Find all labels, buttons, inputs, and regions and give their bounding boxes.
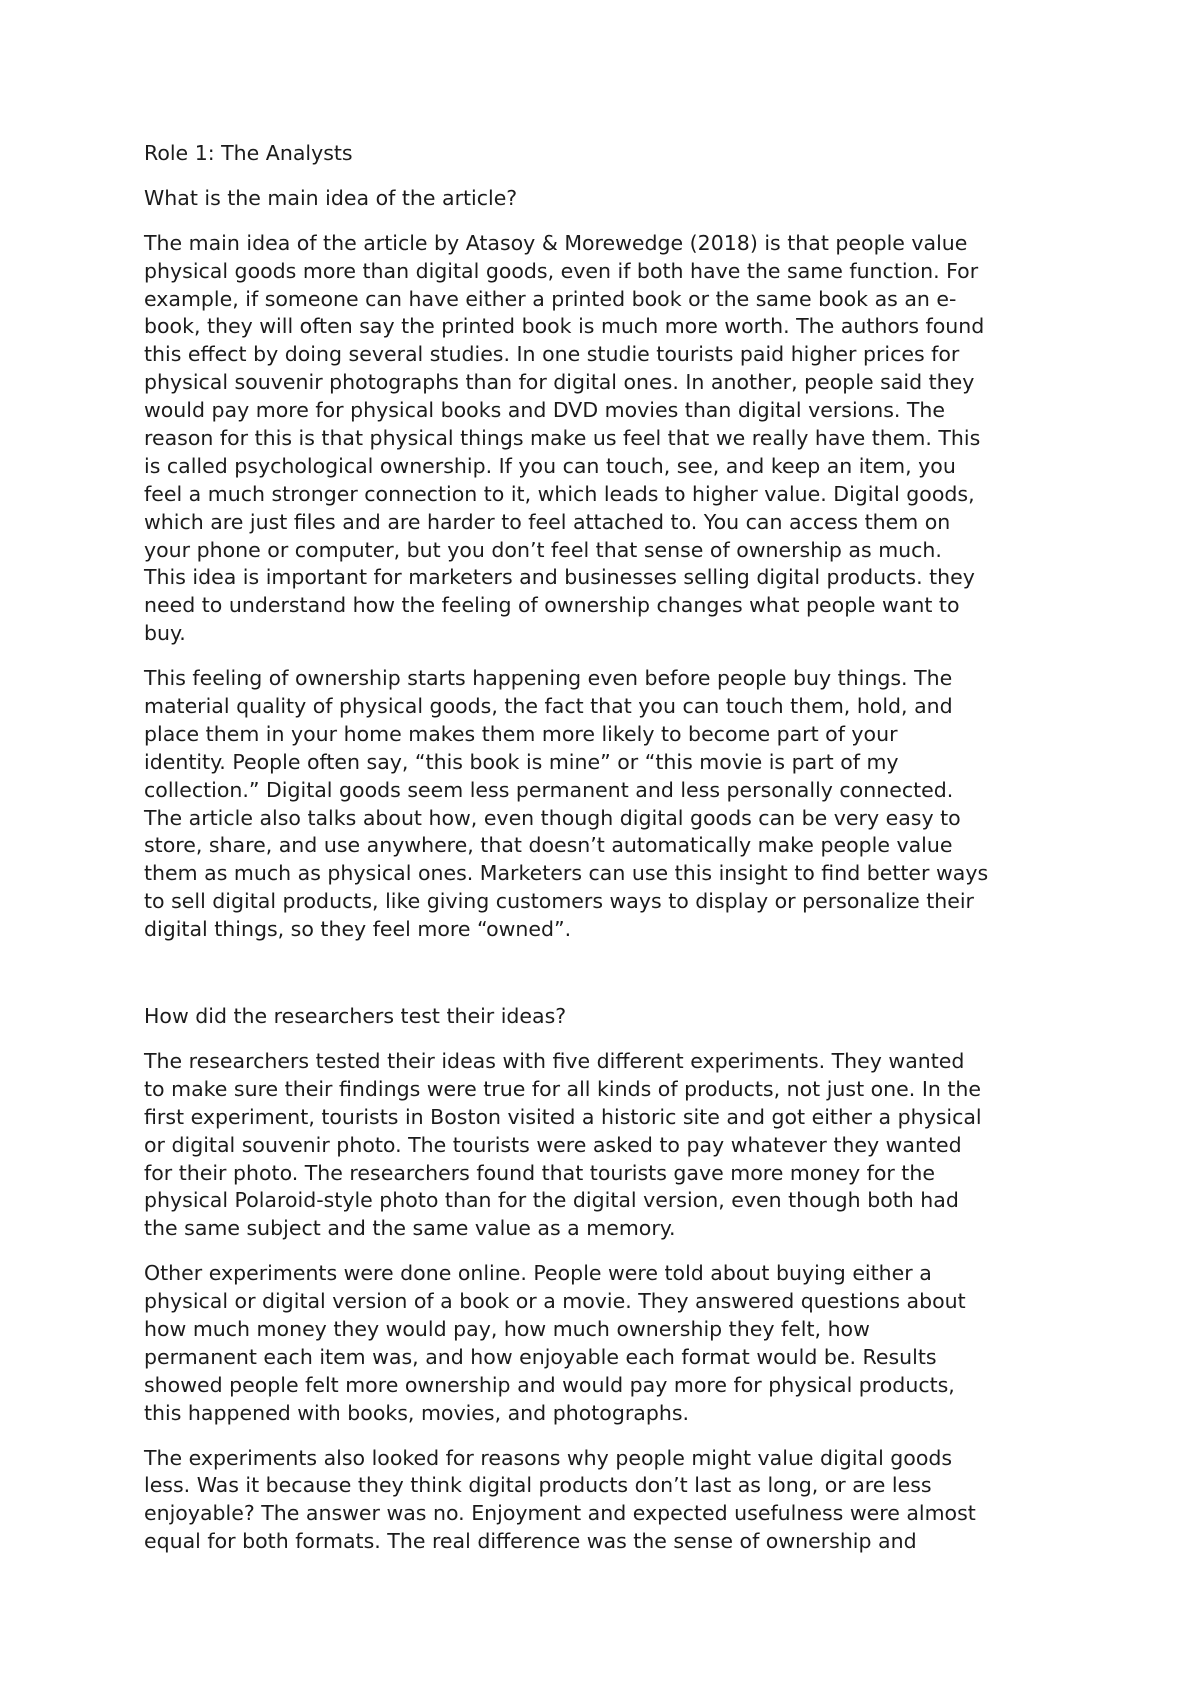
text-line: reason for this is that physical things make us feel that we really have them. This [144, 426, 981, 451]
text-line: collection.” Digital goods seem less permanent and less personally connected. [144, 777, 954, 802]
text-line: book, they will often say the printed book is much more worth. The authors found [144, 314, 985, 339]
text-line: to make sure their findings were true for all kinds of products, not just one. In the [144, 1076, 982, 1101]
text-line: The article also talks about how, even though digital goods can be very easy to [144, 805, 961, 830]
text-line: material quality of physical goods, the fact that you can touch them, hold, and [144, 694, 953, 719]
text-line: store, share, and use anywhere, that doesn’t automatically make people value [144, 833, 953, 858]
text-line: your phone or computer, but you don’t feel that sense of ownership as much. [144, 537, 942, 562]
text-line: for their photo. The researchers found that tourists gave more money for the [144, 1160, 935, 1185]
text-line: to sell digital products, like giving customers ways to display or personalize their [144, 889, 974, 914]
text-line: showed people felt more ownership and would pay more for physical products, [144, 1372, 955, 1397]
text-line: this effect by doing several studies. In one studie tourists paid higher prices for [144, 342, 960, 367]
text-line: the same subject and the same value as a memory. [144, 1216, 676, 1241]
paragraph [144, 1445, 1062, 1557]
text-line: The main idea of the article by Atasoy & Morewedge (2018) is that people value [144, 230, 968, 255]
text-line: identity. People often say, “this book is mine” or “this movie is part of my [144, 749, 899, 774]
text-line: physical Polaroid-style photo than for the digital version, even though both had [144, 1188, 959, 1213]
text-line: This idea is important for marketers and businesses selling digital products. they [144, 565, 975, 590]
text-line: physical goods more than digital goods, even if both have the same function. For [144, 258, 979, 283]
paragraph [144, 1048, 1062, 1243]
text-line: example, if someone can have either a printed book or the same book as an e- [144, 286, 957, 311]
text-line: equal for both formats. The real difference was the sense of ownership and [144, 1529, 917, 1554]
text-line: enjoyable? The answer was no. Enjoyment and expected usefulness were almost [144, 1501, 976, 1526]
text-line: physical souvenir photographs than for digital ones. In another, people said they [144, 370, 975, 395]
section-question: How did the researchers test their ideas? [144, 1004, 567, 1029]
paragraph [144, 230, 1062, 648]
text-line: how much money they would pay, how much ownership they felt, how [144, 1316, 870, 1341]
text-line: or digital souvenir photo. The tourists were asked to pay whatever they wanted [144, 1132, 962, 1157]
text-line: The researchers tested their ideas with five different experiments. They wanted [144, 1048, 965, 1073]
section-question: What is the main idea of the article? [144, 185, 518, 210]
text-line: need to understand how the feeling of ownership changes what people want to [144, 593, 960, 618]
text-line: place them in your home makes them more likely to become part of your [144, 721, 898, 746]
paragraph [144, 1260, 1062, 1427]
text-line: is called psychological ownership. If you can touch, see, and keep an item, you [144, 453, 956, 478]
text-line: physical or digital version of a book or a movie. They answered questions about [144, 1289, 966, 1314]
text-line: digital things, so they feel more “owned”. [144, 917, 572, 942]
paragraph [144, 665, 1062, 944]
text-line: The experiments also looked for reasons why people might value digital goods [144, 1445, 953, 1470]
text-line: first experiment, tourists in Boston visited a historic site and got either a physical [144, 1104, 982, 1129]
document-page [144, 140, 1062, 1556]
text-line: which are just files and are harder to feel attached to. You can access them on [144, 509, 951, 534]
text-line: them as much as physical ones. Marketers can use this insight to find better ways [144, 861, 989, 886]
text-line: Other experiments were done online. People were told about buying either a [144, 1261, 932, 1286]
text-line: less. Was it because they think digital products don’t last as long, or are less [144, 1473, 932, 1498]
text-line: This feeling of ownership starts happening even before people buy things. The [144, 666, 953, 691]
document-title: Role 1: The Analysts [144, 141, 353, 165]
text-line: feel a much stronger connection to it, which leads to higher value. Digital goods, [144, 481, 975, 506]
text-line: permanent each item was, and how enjoyable each format would be. Results [144, 1344, 937, 1369]
text-line: would pay more for physical books and DVD movies than digital versions. The [144, 398, 946, 423]
text-line: buy. [144, 621, 186, 646]
text-line: this happened with books, movies, and photographs. [144, 1400, 690, 1425]
